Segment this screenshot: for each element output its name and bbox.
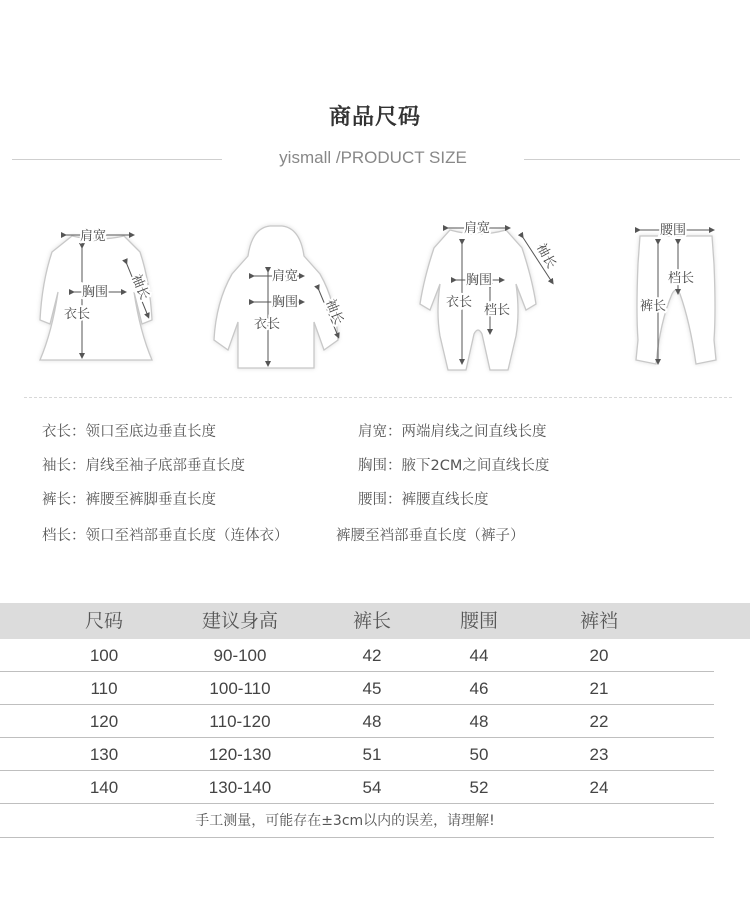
pants-crotch-label: 档长: [668, 271, 695, 286]
column-header-size: 尺码: [84, 610, 123, 632]
divider-left: [12, 159, 222, 160]
table-cell: 130-140: [208, 778, 272, 797]
table-cell: 50: [469, 745, 489, 764]
size-table: [0, 603, 750, 838]
table-cell: 48: [469, 712, 489, 731]
table-cell: 42: [362, 646, 382, 665]
definition-desc: 领口至裆部垂直长度（连体衣）: [85, 528, 289, 544]
table-cell: 20: [589, 646, 609, 665]
section-divider: [24, 397, 732, 398]
definition-desc: 两端肩线之间直线长度: [401, 424, 547, 440]
table-cell: 100: [89, 646, 119, 665]
definition-term: 肩宽：: [358, 424, 402, 440]
dress-chest-label: 胸围: [82, 285, 109, 300]
jacket-shoulder-label: 肩宽: [272, 269, 299, 284]
romper-length-label: 衣长: [446, 295, 473, 310]
definition-desc: 裤腰至裤脚垂直长度: [85, 492, 216, 508]
romper-crotch-label: 档长: [484, 303, 511, 318]
jacket-length-label: 衣长: [254, 317, 281, 332]
pants-waist-label: 腰围: [660, 223, 687, 238]
garment-diagrams: [0, 212, 750, 382]
table-cell: 52: [469, 778, 489, 797]
table-cell: 110: [90, 679, 118, 698]
definition-term: 胸围：: [358, 458, 402, 474]
definition-term: 档长：: [42, 528, 86, 544]
table-cell: 22: [589, 712, 609, 731]
definition-item: [42, 420, 216, 441]
table-row: [0, 738, 714, 771]
romper-chest-label: 胸围: [466, 273, 493, 288]
definition-item: [42, 488, 216, 509]
definition-desc: 肩线至袖子底部垂直长度: [85, 458, 245, 474]
garment-diagrams-svg: [0, 212, 750, 382]
table-row: [0, 771, 714, 804]
column-header-height: 建议身高: [201, 610, 278, 632]
table-cell: 23: [589, 745, 609, 764]
table-cell: 45: [362, 679, 382, 698]
subtitle-row: [0, 148, 750, 172]
table-cell: 24: [589, 778, 609, 797]
table-cell: 130: [89, 745, 119, 764]
table-row: [0, 705, 714, 738]
definition-item: [42, 454, 245, 475]
romper-outline: [420, 230, 536, 370]
jacket-sleeve-label: 袖长: [322, 297, 346, 327]
column-header-waist: 腰围: [459, 610, 498, 632]
table-cell: 110-120: [209, 712, 271, 731]
table-cell: 120: [89, 712, 119, 731]
definition-term: 裤长：: [42, 492, 86, 508]
subtitle: yismall /PRODUCT SIZE: [279, 148, 467, 167]
column-header-pants-length: 裤长: [352, 610, 391, 632]
table-cell: 46: [469, 679, 489, 698]
definition-item: [42, 524, 289, 545]
jacket-chest-label: 胸围: [272, 295, 299, 310]
table-cell: 48: [362, 712, 382, 731]
table-cell: 120-130: [208, 745, 272, 764]
measurement-note: 手工测量，可能存在±3cm以内的误差，请理解!: [195, 813, 495, 829]
definition-desc: 裤腰直线长度: [401, 492, 489, 508]
definition-desc: 腋下2CM之间直线长度: [401, 458, 550, 474]
definition-term: 衣长：: [42, 424, 86, 440]
table-header: [0, 603, 750, 639]
definition-term: 袖长：: [42, 458, 86, 474]
definition-item: [358, 454, 549, 475]
table-row: [0, 672, 714, 705]
definition-desc: 裤腰至裆部垂直长度（裤子）: [336, 528, 525, 544]
definition-item: [336, 524, 525, 545]
table-note-row: [0, 804, 714, 838]
romper-shoulder-label: 肩宽: [464, 221, 491, 236]
definition-desc: 领口至底边垂直长度: [85, 424, 216, 440]
table-cell: 90-100: [213, 646, 267, 665]
dress-shoulder-label: 肩宽: [80, 229, 107, 244]
divider-right: [524, 159, 740, 160]
pants-length-label: 裤长: [640, 299, 667, 314]
table-cell: 51: [362, 745, 382, 764]
dress-length-label: 衣长: [64, 307, 91, 322]
table-cell: 54: [362, 778, 382, 797]
table-cell: 100-110: [209, 679, 271, 698]
definition-item: [358, 420, 547, 441]
table-cell: 44: [469, 646, 489, 665]
column-header-crotch: 裤裆: [579, 610, 618, 632]
page-title: 商品尺码: [328, 105, 421, 130]
definition-item: [358, 488, 489, 509]
table-cell: 140: [89, 778, 119, 797]
romper-sleeve-label: 袖长: [533, 241, 559, 272]
dress-sleeve-label: 袖长: [128, 272, 152, 303]
table-row: [0, 639, 714, 672]
definition-term: 腰围：: [358, 492, 402, 508]
table-cell: 21: [589, 679, 609, 698]
